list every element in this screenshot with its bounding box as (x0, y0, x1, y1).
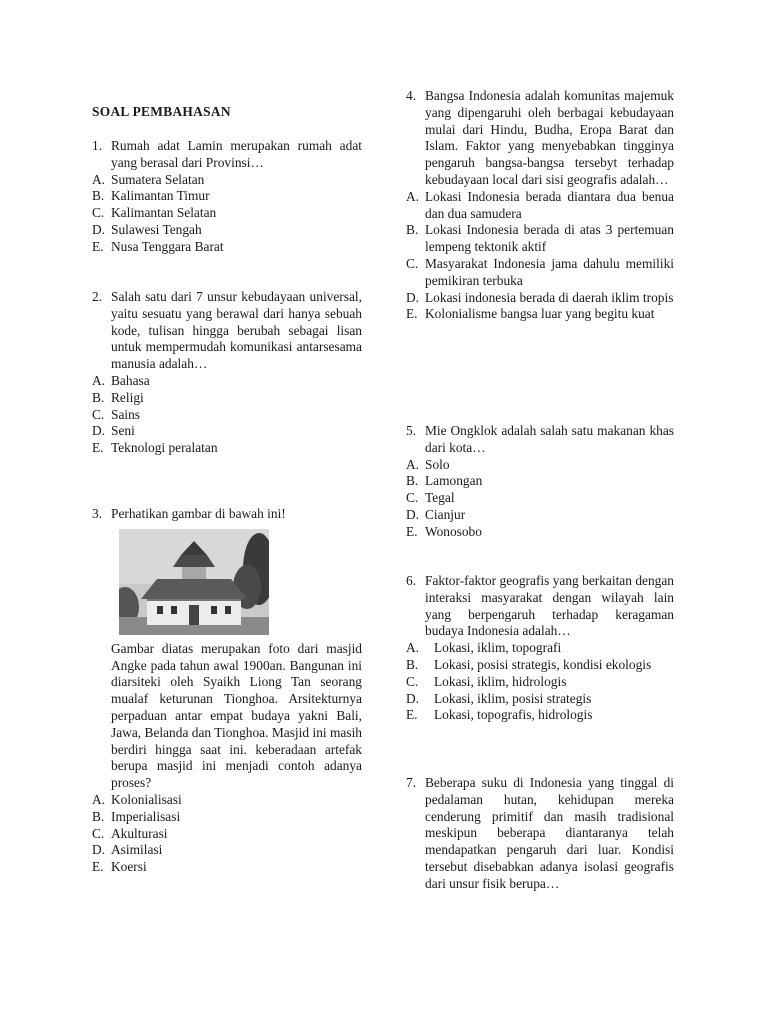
option-a[interactable]: A. Sumatera Selatan (92, 171, 205, 187)
question-number: 1. (92, 138, 103, 153)
option-e[interactable]: E. Koersi (92, 859, 147, 875)
question-6 (406, 573, 674, 724)
page-title: SOAL PEMBAHASAN (92, 104, 231, 119)
option-a[interactable]: A. Lokasi, iklim, topografi (406, 640, 562, 656)
option-c[interactable]: C. Tegal (406, 490, 455, 506)
option-d[interactable]: D. Cianjur (406, 506, 466, 522)
option-e[interactable]: E. Wonosobo (406, 523, 482, 539)
question-context: Gambar diatas merupakan foto dari masjid Angke pada tahun awal 1900an. Bangunan ini diarsiteki oleh Syaikh Liong Tan seorang mualaf keturunan Tionghoa. Arsitekturnya perpaduan antar empat budaya yakni Bali, Jawa, Belanda dan Tionghoa. Masjid ini masih berdiri hingga saat ini. keberadaan artefak berupa masjid ini menjadi contoh adanya proses? (111, 640, 362, 791)
question-text: Perhatikan gambar di bawah ini! (111, 506, 286, 521)
option-e[interactable]: E. Nusa Tenggara Barat (92, 238, 224, 254)
option-c[interactable]: C. Sains (92, 406, 141, 422)
option-c[interactable]: C. Kalimantan Selatan (92, 205, 217, 221)
question-text: Mie Ongklok adalah salah satu makanan khas dari kota… (425, 423, 674, 455)
option-d[interactable]: D. Asimilasi (92, 842, 163, 858)
question-text: Bangsa Indonesia adalah komunitas majemuk yang dipengaruhi oleh berbagai kebudayaan mulai dari Hindu, Budha, Eropa Barat dan Islam. Faktor yang menyebabkan tingginya pengaruh bangsa-bangsa tersebyt terhadap kebudayaan local dari sisi geografis adalah… (425, 88, 674, 187)
question-3 (92, 506, 362, 876)
question-number: 2. (92, 289, 103, 304)
option-b[interactable]: B. Imperialisasi (92, 808, 181, 824)
option-b[interactable]: B. Religi (92, 389, 144, 405)
question-number: 3. (92, 506, 103, 521)
question-5 (406, 423, 674, 541)
option-c[interactable]: C. Masyarakat Indonesia jama dahulu memiliki pemikiran terbuka (406, 255, 674, 288)
option-a[interactable]: A. Bahasa (92, 372, 150, 388)
question-number: 4. (406, 88, 417, 103)
question-number: 5. (406, 423, 417, 438)
question-7 (406, 775, 674, 893)
option-b[interactable]: B. Lokasi, posisi strategis, kondisi ekologis (406, 656, 652, 672)
option-a[interactable]: A. Solo (406, 456, 450, 472)
mosque-photo (119, 529, 269, 635)
question-text: Faktor-faktor geografis yang berkaitan dengan interaksi masyarakat dengan wilayah lain yang berpengaruh terhadap keragaman budaya Indonesia adalah… (425, 573, 674, 639)
question-1 (92, 138, 362, 256)
option-d[interactable]: D. Sulawesi Tengah (92, 221, 202, 237)
question-4 (406, 88, 674, 323)
question-text: Beberapa suku di Indonesia yang tinggal di pedalaman hutan, kehidupan mereka cenderung primitif dan masih tradisional meskipun beberapa diantaranya telah mendapatkan pengaruh dari luar. Kondisi tersebut disebabkan adanya isolasi geografis dari unsur fisik berupa… (425, 775, 674, 891)
question-number: 7. (406, 775, 417, 790)
option-b[interactable]: B. Lokasi Indonesia berada di atas 3 pertemuan lempeng tektonik aktif (406, 222, 674, 255)
option-e[interactable]: E. Kolonialisme bangsa luar yang begitu kuat (406, 306, 655, 322)
option-b[interactable]: B. Lamongan (406, 473, 483, 489)
question-2 (92, 289, 362, 457)
option-a[interactable]: A. Kolonialisasi (92, 791, 182, 807)
option-d[interactable]: D. Lokasi indonesia berada di daerah iklim tropis (406, 289, 674, 305)
option-d[interactable]: D. Seni (92, 423, 135, 439)
option-e[interactable]: E. Teknologi peralatan (92, 440, 218, 456)
question-text: Salah satu dari 7 unsur kebudayaan universal, yaitu sesuatu yang berawal dari hanya sebuah kode, tulisan hingga berubah sebagai lisan untuk mempermudah komunikasi antarsesama manusia adalah… (111, 289, 362, 372)
option-b[interactable]: B. Kalimantan Timur (92, 188, 210, 204)
option-c[interactable]: C. Akulturasi (92, 825, 168, 841)
question-number: 6. (406, 573, 417, 588)
option-a[interactable]: A. Lokasi Indonesia berada diantara dua benua dan dua samudera (406, 188, 674, 221)
question-text: Rumah adat Lamin merupakan rumah adat yang berasal dari Provinsi… (111, 138, 362, 170)
option-c[interactable]: C. Lokasi, iklim, hidrologis (406, 673, 567, 689)
option-d[interactable]: D. Lokasi, iklim, posisi strategis (406, 690, 592, 706)
option-e[interactable]: E. Lokasi, topografis, hidrologis (406, 707, 593, 723)
